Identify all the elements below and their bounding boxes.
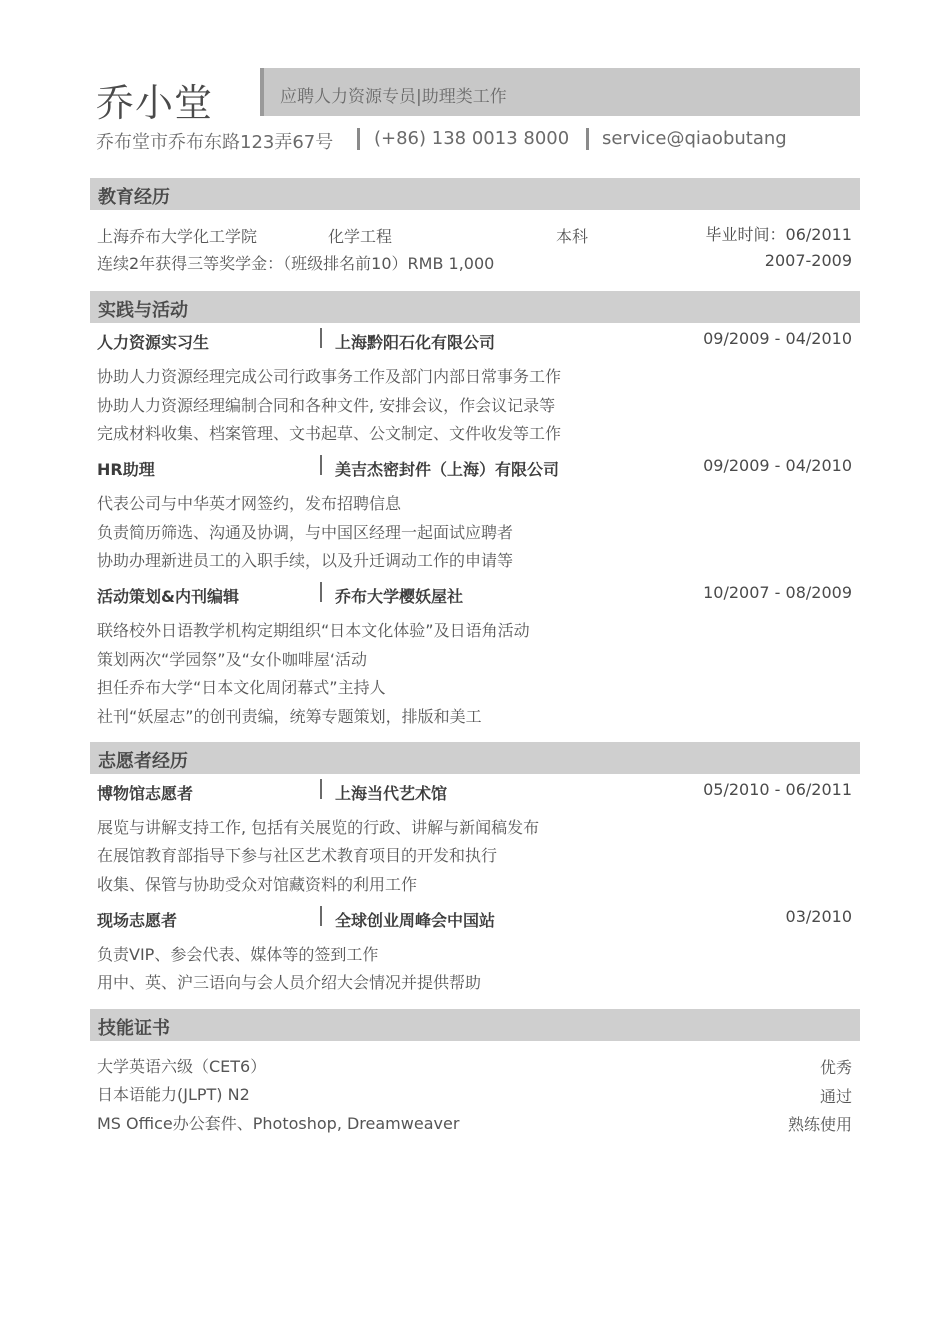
section-education — [90, 178, 860, 210]
job-org: 上海黔阳石化有限公司 — [335, 333, 496, 352]
section-title: 实践与活动 — [98, 300, 188, 321]
job-org: 美吉杰密封件（上海）有限公司 — [335, 460, 560, 479]
phone-text: (+86) 138 0013 8000 — [374, 128, 570, 149]
job-duty: 联络校外日语教学机构定期组织“日本文化体验”及日语角活动 — [97, 621, 530, 640]
job-role: HR助理 — [97, 460, 155, 479]
role-divider — [320, 328, 322, 348]
job-role: 活动策划&内刊编辑 — [97, 587, 239, 606]
volunteer-org: 上海当代艺术馆 — [335, 784, 448, 803]
candidate-name: 乔小堂 — [96, 81, 214, 125]
job-duty: 代表公司与中华英才网签约，发布招聘信息 — [97, 494, 402, 513]
objective-text: 应聘人力资源专员|助理类工作 — [280, 87, 507, 107]
skill-level: 优秀 — [819, 1058, 852, 1077]
volunteer-org: 全球创业周峰会中国站 — [335, 911, 496, 930]
job-date: 09/2009 - 04/2010 — [703, 456, 852, 475]
job-duty: 担任乔布大学“日本文化周闭幕式”主持人 — [97, 678, 386, 697]
scholarship-years: 2007-2009 — [764, 251, 852, 270]
volunteer-duty: 负责VIP、参会代表、媒体等的签到工作 — [97, 945, 379, 964]
role-divider — [320, 455, 322, 475]
role-divider — [320, 906, 322, 926]
volunteer-date: 03/2010 — [785, 907, 852, 926]
address-text: 乔布堂市乔布东路123弄67号 — [96, 132, 334, 153]
volunteer-date: 05/2010 - 06/2011 — [703, 780, 852, 799]
graduation-date: 毕业时间：06/2011 — [705, 225, 852, 244]
volunteer-duty: 展览与讲解支持工作, 包括有关展览的行政、讲解与新闻稿发布 — [97, 818, 540, 837]
skill-name: 日本语能力(JLPT) N2 — [97, 1085, 250, 1104]
section-title: 技能证书 — [98, 1018, 170, 1039]
scholarship-text: 连续2年获得三等奖学金：（班级排名前10）RMB 1,000 — [97, 254, 495, 273]
skill-name: MS Office办公套件、Photoshop, Dreamweaver — [97, 1114, 460, 1133]
volunteer-duty: 收集、保管与协助受众对馆藏资料的利用工作 — [97, 875, 418, 894]
email-text: service@qiaobutang — [602, 128, 787, 149]
job-role: 人力资源实习生 — [97, 333, 210, 352]
job-duty: 策划两次“学园祭”及“女仆咖啡屋‘活动 — [97, 650, 367, 669]
contact-divider — [357, 128, 360, 150]
job-org: 乔布大学樱妖屋社 — [335, 587, 464, 606]
section-skills — [90, 1009, 860, 1041]
role-divider — [320, 582, 322, 602]
job-date: 09/2009 - 04/2010 — [703, 329, 852, 348]
section-title: 志愿者经历 — [98, 751, 188, 772]
section-volunteer — [90, 742, 860, 774]
job-date: 10/2007 - 08/2009 — [703, 583, 852, 602]
volunteer-duty: 用中、英、沪三语向与会人员介绍大会情况并提供帮助 — [97, 973, 482, 992]
role-divider — [320, 779, 322, 799]
skill-name: 大学英语六级（CET6） — [97, 1057, 267, 1076]
volunteer-duty: 在展馆教育部指导下参与社区艺术教育项目的开发和执行 — [97, 846, 498, 865]
skill-level: 熟练使用 — [787, 1115, 852, 1134]
section-practice — [90, 291, 860, 323]
objective-banner — [260, 68, 860, 116]
volunteer-role: 现场志愿者 — [97, 911, 178, 930]
section-title: 教育经历 — [98, 187, 170, 208]
job-duty: 社刊“妖屋志”的创刊责编，统筹专题策划，排版和美工 — [97, 707, 482, 726]
volunteer-role: 博物馆志愿者 — [97, 784, 194, 803]
job-duty: 协助人力资源经理编制合同和各种文件, 安排会议，作会议记录等 — [97, 396, 556, 415]
job-duty: 协助办理新进员工的入职手续，以及升迁调动工作的申请等 — [97, 551, 514, 570]
skill-level: 通过 — [819, 1087, 852, 1106]
major-text: 化学工程 — [328, 227, 393, 246]
contact-divider — [586, 128, 589, 150]
degree-text: 本科 — [556, 227, 589, 246]
job-duty: 负责简历筛选、沟通及协调，与中国区经理一起面试应聘者 — [97, 523, 514, 542]
job-duty: 协助人力资源经理完成公司行政事务工作及部门内部日常事务工作 — [97, 367, 562, 386]
job-duty: 完成材料收集、档案管理、文书起草、公文制定、文件收发等工作 — [97, 424, 562, 443]
school-name: 上海乔布大学化工学院 — [97, 227, 258, 246]
